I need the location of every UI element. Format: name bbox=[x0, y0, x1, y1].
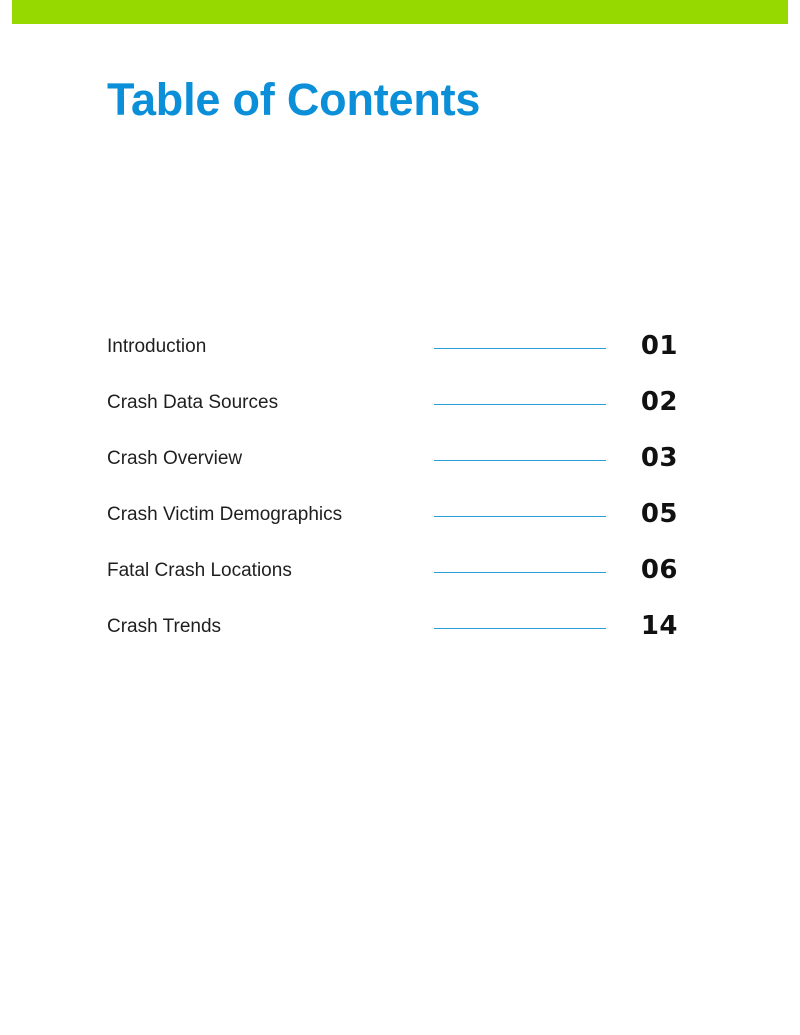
toc-leader-rule bbox=[434, 348, 606, 349]
toc-leader-rule bbox=[434, 460, 606, 461]
toc-entry-label: Crash Victim Demographics bbox=[107, 504, 343, 525]
toc-entry-label: Introduction bbox=[107, 336, 207, 357]
toc-page-number: 06 bbox=[640, 555, 678, 585]
toc-leader-rule bbox=[434, 404, 606, 405]
toc-page-number: 01 bbox=[640, 331, 678, 361]
toc-leader-rule bbox=[434, 628, 606, 629]
toc-entry-label: Crash Data Sources bbox=[107, 392, 279, 413]
toc-page-number: 05 bbox=[640, 499, 678, 529]
toc-page-number: 02 bbox=[640, 387, 678, 417]
page-title: Table of Contents bbox=[107, 74, 481, 125]
toc-leader-rule bbox=[434, 572, 606, 573]
toc-entry-label: Fatal Crash Locations bbox=[107, 560, 292, 581]
toc-entry-introduction[interactable] bbox=[0, 321, 800, 377]
toc-entry-fatal-crash-locations[interactable] bbox=[0, 545, 800, 601]
toc-leader-rule bbox=[434, 516, 606, 517]
top-accent-band bbox=[12, 0, 788, 24]
toc-page-number: 03 bbox=[640, 443, 678, 473]
toc-entry-crash-overview[interactable] bbox=[0, 433, 800, 489]
toc-page-number: 14 bbox=[640, 611, 678, 641]
toc-entry-label: Crash Overview bbox=[107, 448, 243, 469]
toc-entry-label: Crash Trends bbox=[107, 616, 222, 637]
toc-entry-crash-trends[interactable] bbox=[0, 601, 800, 657]
toc-entry-crash-victim-demographics[interactable] bbox=[0, 489, 800, 545]
table-of-contents bbox=[0, 321, 800, 657]
toc-entry-crash-data-sources[interactable] bbox=[0, 377, 800, 433]
